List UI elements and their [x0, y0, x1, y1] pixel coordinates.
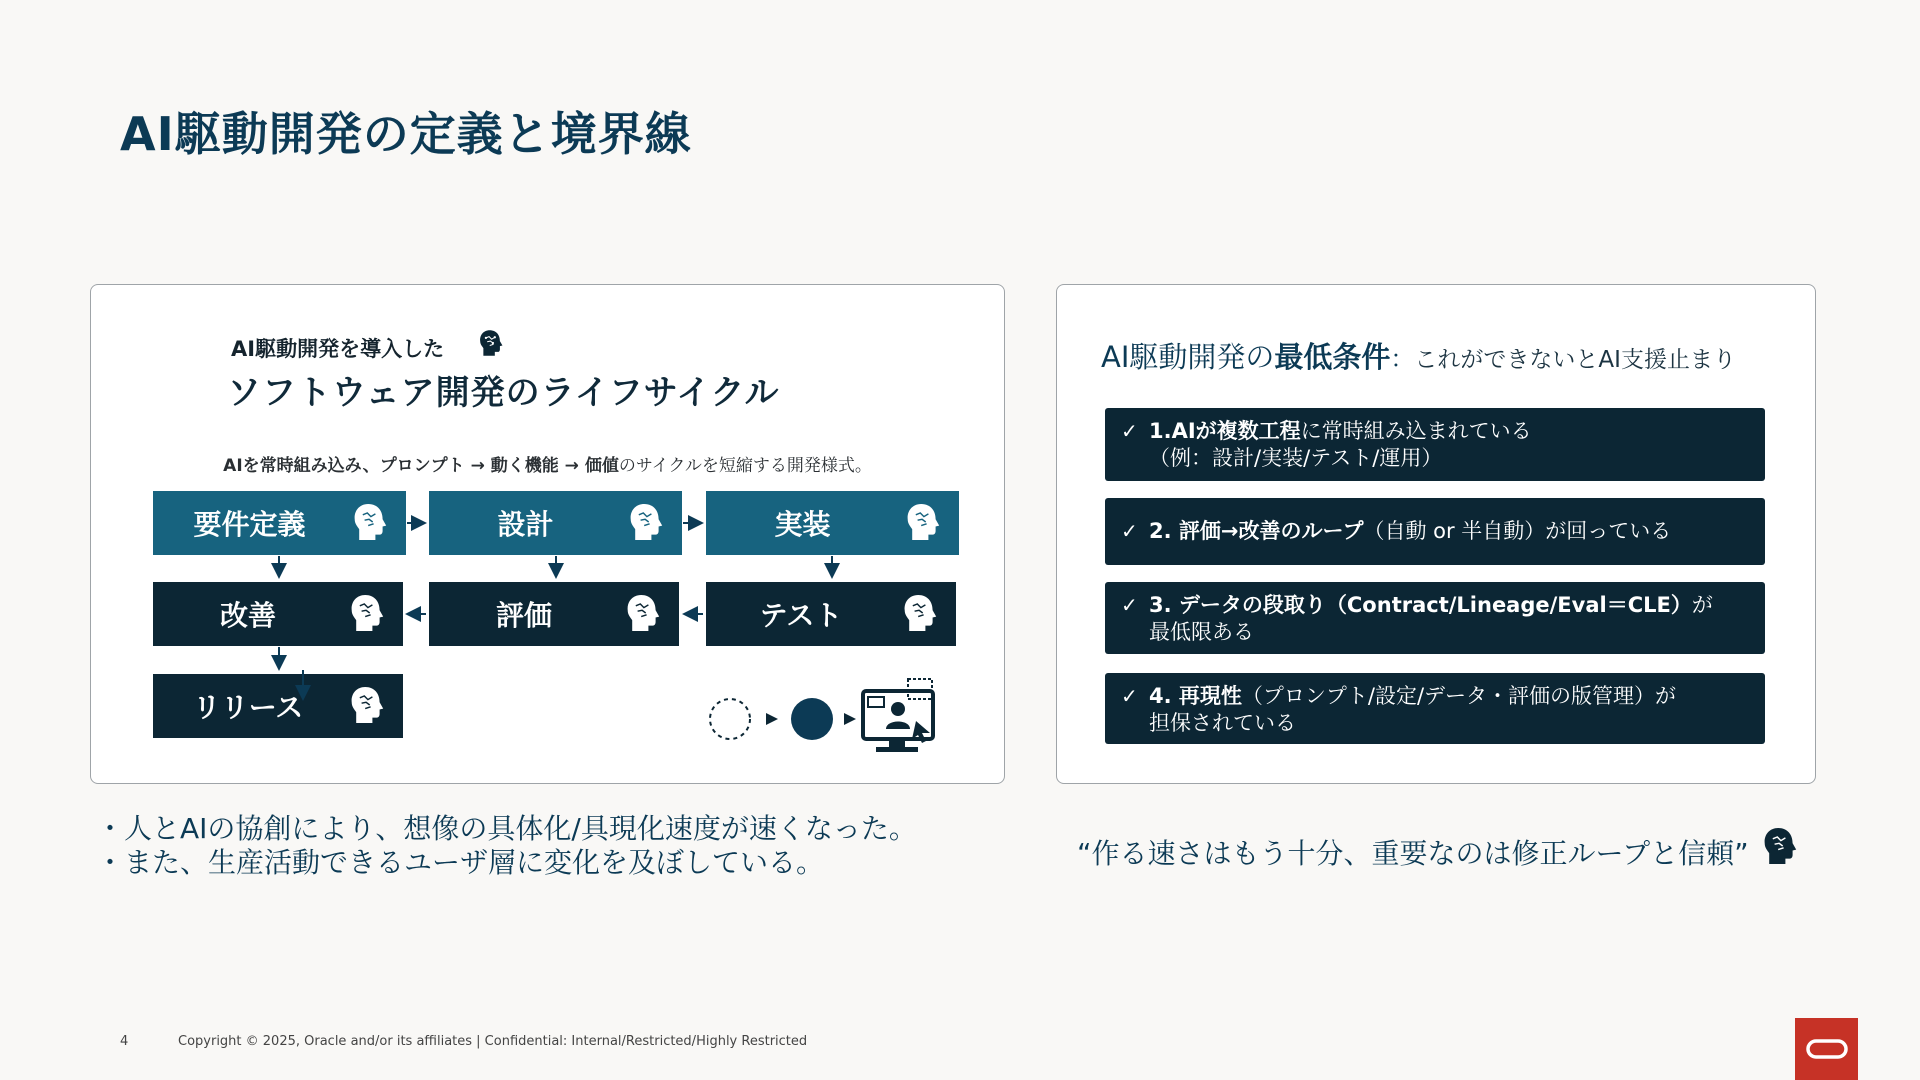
- checkmark-icon: ✓: [1121, 419, 1138, 443]
- page-title: AI駆動開発の定義と境界線: [120, 107, 692, 161]
- page-number: 4: [120, 1034, 129, 1049]
- step-evaluation: 評価: [429, 582, 679, 646]
- step-requirements: 要件定義: [153, 491, 406, 555]
- bullet-item: ・また、生産活動できるユーザ層に変化を及ぼしている。: [96, 846, 825, 879]
- step-improvement: 改善: [153, 582, 403, 646]
- checkmark-icon: ✓: [1121, 684, 1138, 708]
- step-implementation: 実装: [706, 491, 959, 555]
- summary-bullets: [96, 812, 917, 880]
- oracle-logo-icon: [1795, 1018, 1858, 1080]
- step-release: リリース: [153, 674, 403, 738]
- step-test: テスト: [706, 582, 956, 646]
- copyright-notice: Copyright © 2025, Oracle and/or its affiliates | Confidential: Internal/Restricted/Highly Restricted: [178, 1034, 808, 1049]
- ai-cycle-icon: [708, 677, 948, 757]
- step-design: 設計: [429, 491, 682, 555]
- bullet-item: ・人とAIの協創により、想像の具体化/具現化速度が速くなった。: [96, 812, 917, 845]
- condition-item: ✓ 4. 再現性（プロンプト/設定/データ・評価の版管理）が 担保されている: [1105, 673, 1765, 744]
- brain-head-icon: [1762, 826, 1798, 866]
- checkmark-icon: ✓: [1121, 593, 1138, 617]
- lifecycle-heading: ソフトウェア開発のライフサイクル: [227, 373, 780, 413]
- condition-item: ✓ 3. データの段取り（Contract/Lineage/Eval＝CLE）が 最低限ある: [1105, 582, 1765, 654]
- lifecycle-panel: [90, 284, 1005, 784]
- condition-item: ✓ 2. 評価→改善のループ（自動 or 半自動）が回っている: [1105, 498, 1765, 565]
- conditions-heading: AI駆動開発の最低条件：これができないとAI支援止まり: [1101, 340, 1736, 374]
- condition-item: ✓ 1.AIが複数工程に常時組み込まれている （例：設計/実装/テスト/運用）: [1105, 408, 1765, 481]
- conditions-panel: [1056, 284, 1816, 784]
- lifecycle-subtitle: AI駆動開発を導入した: [231, 337, 445, 361]
- lifecycle-description: AIを常時組み込み、プロンプト → 動く機能 → 価値のサイクルを短縮する開発様式。: [223, 456, 872, 476]
- key-quote: “作る速さはもう十分、重要なのは修正ループと信頼”: [1077, 837, 1749, 870]
- checkmark-icon: ✓: [1121, 519, 1138, 543]
